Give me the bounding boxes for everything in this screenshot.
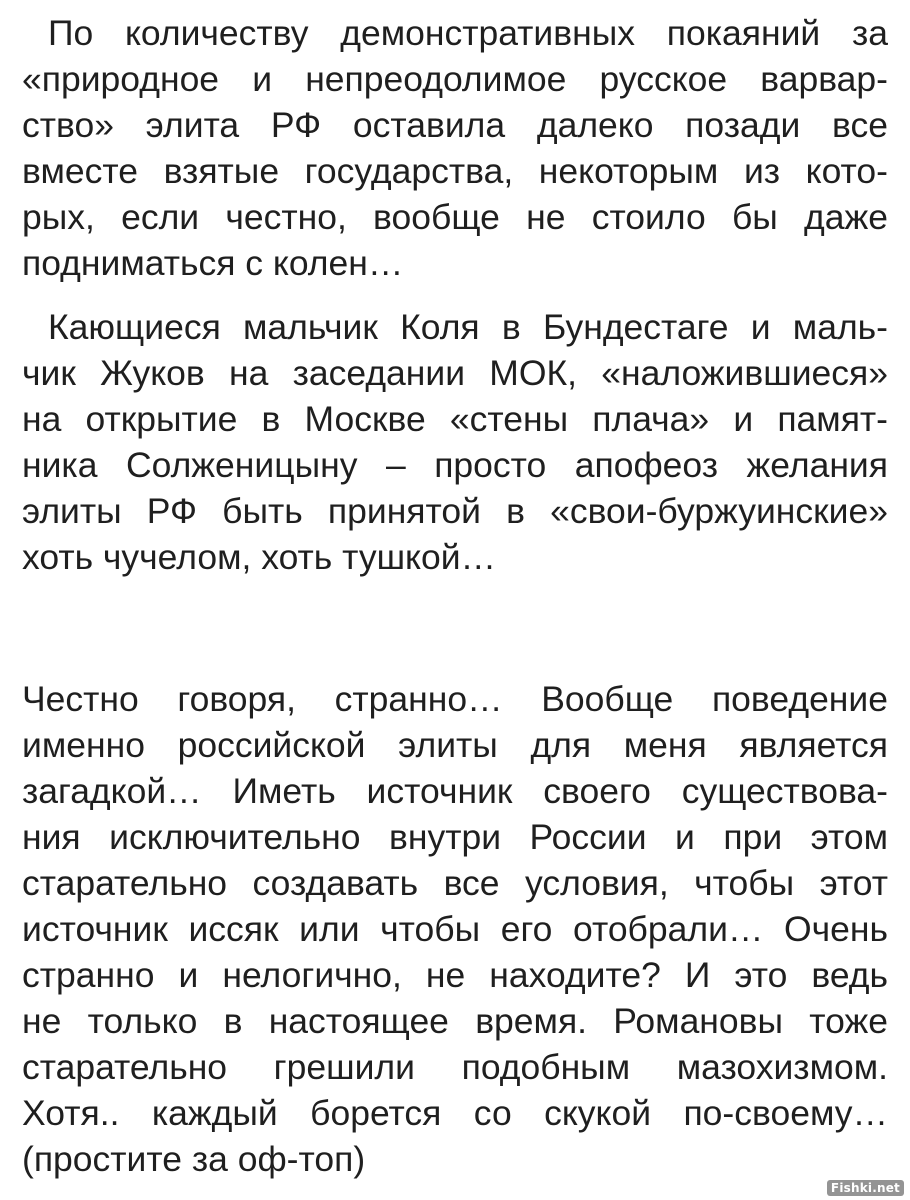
text-line: вместе взятые государства, некоторым из кото-	[22, 151, 888, 191]
text-line: ния исключительно внутри России и при этом	[22, 817, 888, 857]
site-watermark: Fishki.net	[827, 1180, 904, 1196]
text-line: подниматься с колен…	[22, 243, 404, 283]
text-line: По количеству демонстративных покаяний за	[48, 13, 888, 53]
text-line: не только в настоящее время. Романовы тоже	[22, 1001, 888, 1041]
text-line: Честно говоря, странно… Вообще поведение	[22, 679, 888, 719]
paragraph-3	[22, 676, 888, 1182]
paragraph-2	[22, 304, 888, 580]
text-line: именно российской элиты для меня является	[22, 725, 888, 765]
text-line: странно и нелогично, не находите? И это ведь	[22, 955, 888, 995]
text-line: Кающиеся мальчик Коля в Бундестаге и маль-	[48, 307, 888, 347]
text-line: на открытие в Москве «стены плача» и памят-	[22, 399, 888, 439]
text-line: источник иссяк или чтобы его отобрали… Очень	[22, 909, 888, 949]
text-line: загадкой… Иметь источник своего существова-	[22, 771, 888, 811]
text-line: старательно грешили подобным мазохизмом.	[22, 1047, 888, 1087]
text-line: старательно создавать все условия, чтобы этот	[22, 863, 888, 903]
paragraph-1	[22, 10, 888, 286]
text-line: элиты РФ быть принятой в «свои-буржуинские»	[22, 491, 888, 531]
text-line: рых, если честно, вообще не стоило бы даже	[22, 197, 888, 237]
text-line: хоть чучелом, хоть тушкой…	[22, 537, 497, 577]
text-line: ство» элита РФ оставила далеко позади все	[22, 105, 888, 145]
text-line: ника Солженицыну – просто апофеоз желания	[22, 445, 888, 485]
text-line: «природное и непреодолимое русское варвар-	[22, 59, 888, 99]
text-line: Хотя.. каждый борется со скукой по-своему…	[22, 1093, 888, 1133]
text-line: (простите за оф-топ)	[22, 1139, 366, 1179]
text-line: чик Жуков на заседании МОК, «наложившиеся»	[22, 353, 888, 393]
